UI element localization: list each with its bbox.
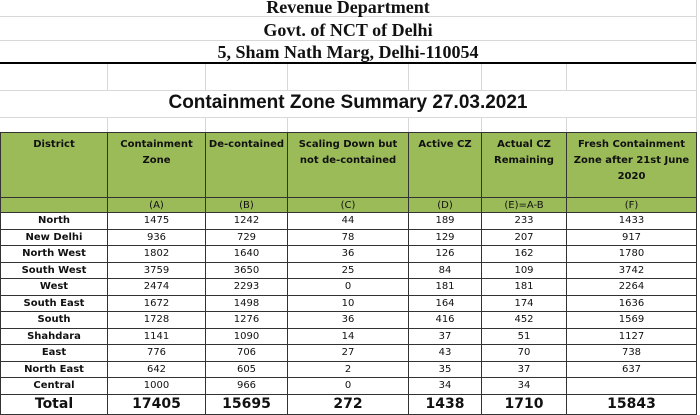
grid-line <box>566 117 567 132</box>
value-cell: 207 <box>482 229 567 246</box>
value-cell: 35 <box>409 361 482 378</box>
value-cell: 27 <box>288 345 409 362</box>
grid-line <box>205 117 206 132</box>
district-cell: South <box>1 312 108 329</box>
value-cell: 25 <box>288 262 409 279</box>
value-cell: 637 <box>567 361 697 378</box>
value-cell: 1672 <box>108 295 206 312</box>
value-cell: 1276 <box>206 312 288 329</box>
value-cell: 233 <box>482 213 567 230</box>
grid-line <box>287 117 288 132</box>
value-cell: 109 <box>482 262 567 279</box>
district-cell <box>1 198 108 213</box>
value-cell: 605 <box>206 361 288 378</box>
district-cell: Total <box>1 394 108 414</box>
value-cell: 78 <box>288 229 409 246</box>
district-cell: Central <box>1 378 108 395</box>
value-cell: 1438 <box>409 394 482 414</box>
table-row <box>1 361 697 378</box>
value-cell: 738 <box>567 345 697 362</box>
value-cell: 2264 <box>567 279 697 296</box>
value-cell: 776 <box>108 345 206 362</box>
value-cell: 1433 <box>567 213 697 230</box>
grid-line <box>481 64 482 90</box>
value-cell: (D) <box>409 198 482 213</box>
value-cell: 1728 <box>108 312 206 329</box>
value-cell: (F) <box>567 198 697 213</box>
district-cell: South West <box>1 262 108 279</box>
district-cell: North <box>1 213 108 230</box>
grid-line <box>0 117 696 118</box>
grid-line <box>408 117 409 132</box>
value-cell: 452 <box>482 312 567 329</box>
value-cell: 126 <box>409 246 482 263</box>
value-cell: 0 <box>288 378 409 395</box>
value-cell: 174 <box>482 295 567 312</box>
value-cell: 1636 <box>567 295 697 312</box>
page-title: Containment Zone Summary 27.03.2021 <box>168 92 528 113</box>
value-cell: 51 <box>482 328 567 345</box>
grid-line <box>287 64 288 90</box>
value-cell: 34 <box>482 378 567 395</box>
value-cell: 706 <box>206 345 288 362</box>
value-cell: 162 <box>482 246 567 263</box>
grid-line <box>0 90 696 91</box>
grid-line <box>107 117 108 132</box>
district-cell: North East <box>1 361 108 378</box>
value-cell: 181 <box>482 279 567 296</box>
table-row <box>1 312 697 329</box>
value-cell: 1141 <box>108 328 206 345</box>
value-cell: 70 <box>482 345 567 362</box>
value-cell: 129 <box>409 229 482 246</box>
value-cell: 1498 <box>206 295 288 312</box>
value-cell: 37 <box>482 361 567 378</box>
grid-line <box>107 64 108 90</box>
value-cell: 2474 <box>108 279 206 296</box>
header-divider <box>0 62 696 64</box>
table-row <box>1 295 697 312</box>
table-row <box>1 345 697 362</box>
value-cell: 1242 <box>206 213 288 230</box>
value-cell: 0 <box>288 279 409 296</box>
value-cell: 17405 <box>108 394 206 414</box>
table-row <box>1 262 697 279</box>
total-row <box>1 394 697 414</box>
value-cell: 1127 <box>567 328 697 345</box>
value-cell: 2 <box>288 361 409 378</box>
value-cell: 1569 <box>567 312 697 329</box>
value-cell: 2293 <box>206 279 288 296</box>
district-cell: Shahdara <box>1 328 108 345</box>
value-cell: 34 <box>409 378 482 395</box>
district-cell: New Delhi <box>1 229 108 246</box>
column-header: Active CZ <box>409 133 482 198</box>
value-cell: 36 <box>288 246 409 263</box>
column-header: Fresh Containment Zone after 21st June 2020 <box>567 133 697 198</box>
district-cell: South East <box>1 295 108 312</box>
grid-line <box>481 117 482 132</box>
value-cell: 10 <box>288 295 409 312</box>
district-cell: West <box>1 279 108 296</box>
value-cell: 1710 <box>482 394 567 414</box>
government-name: Govt. of NCT of Delhi <box>263 20 433 40</box>
value-cell: 44 <box>288 213 409 230</box>
table-row <box>1 213 697 230</box>
grid-line <box>566 64 567 90</box>
value-cell: 416 <box>409 312 482 329</box>
column-header: District <box>1 133 108 198</box>
table-row <box>1 229 697 246</box>
district-cell: North West <box>1 246 108 263</box>
value-cell: 1780 <box>567 246 697 263</box>
district-cell: East <box>1 345 108 362</box>
table-row <box>1 328 697 345</box>
value-cell: (A) <box>108 198 206 213</box>
containment-zone-table <box>0 132 697 415</box>
column-header: Containment Zone <box>108 133 206 198</box>
value-cell: 272 <box>288 394 409 414</box>
value-cell: 189 <box>409 213 482 230</box>
value-cell: 1090 <box>206 328 288 345</box>
value-cell: 164 <box>409 295 482 312</box>
value-cell: (B) <box>206 198 288 213</box>
value-cell: 14 <box>288 328 409 345</box>
column-header: Actual CZ Remaining <box>482 133 567 198</box>
value-cell: (E)=A-B <box>482 198 567 213</box>
value-cell: 1802 <box>108 246 206 263</box>
value-cell: 3742 <box>567 262 697 279</box>
address: 5, Sham Nath Marg, Delhi-110054 <box>217 42 479 62</box>
table-row <box>1 246 697 263</box>
value-cell <box>567 378 697 395</box>
column-header: De-contained <box>206 133 288 198</box>
value-cell: (C) <box>288 198 409 213</box>
value-cell: 1640 <box>206 246 288 263</box>
grid-line <box>696 0 697 132</box>
value-cell: 3650 <box>206 262 288 279</box>
value-cell: 729 <box>206 229 288 246</box>
table-row <box>1 378 697 395</box>
column-header: Scaling Down but not de-contained <box>288 133 409 198</box>
value-cell: 15843 <box>567 394 697 414</box>
value-cell: 1475 <box>108 213 206 230</box>
value-cell: 15695 <box>206 394 288 414</box>
table-row <box>1 279 697 296</box>
value-cell: 84 <box>409 262 482 279</box>
value-cell: 917 <box>567 229 697 246</box>
grid-line <box>408 64 409 90</box>
value-cell: 181 <box>409 279 482 296</box>
value-cell: 36 <box>288 312 409 329</box>
value-cell: 1000 <box>108 378 206 395</box>
grid-line <box>205 64 206 90</box>
value-cell: 936 <box>108 229 206 246</box>
value-cell: 43 <box>409 345 482 362</box>
department-name: Revenue Department <box>266 0 430 17</box>
value-cell: 966 <box>206 378 288 395</box>
value-cell: 642 <box>108 361 206 378</box>
formula-row <box>1 198 697 213</box>
value-cell: 3759 <box>108 262 206 279</box>
value-cell: 37 <box>409 328 482 345</box>
